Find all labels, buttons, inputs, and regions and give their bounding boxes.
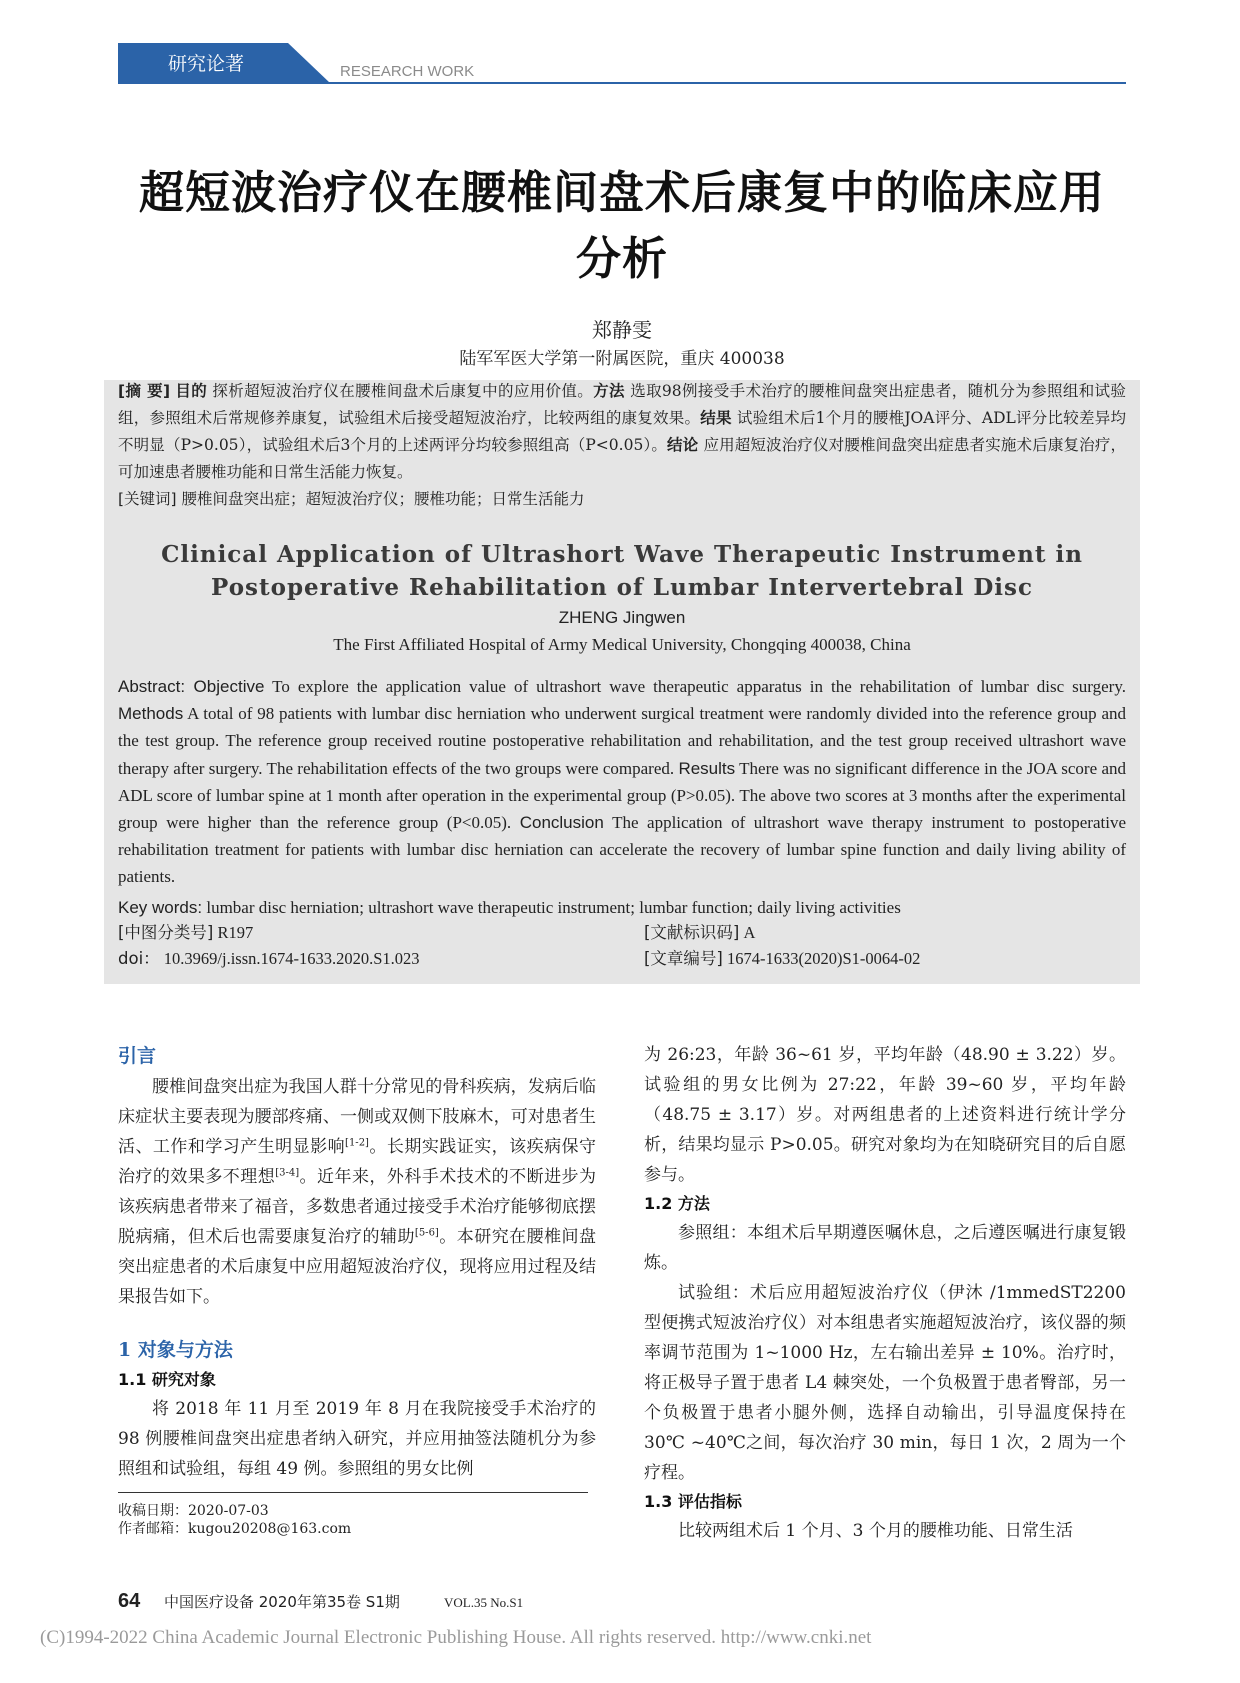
author-cn: 郑静雯 [592, 318, 652, 342]
subjects-paragraph: 将 2018 年 11 月至 2019 年 8 月在我院接受手术治疗的 98 例腰椎间盘突出症患者纳入研究，并应用抽签法随机分为参照组和试验组，每组 49 例。参照组的男女比例 [118, 1399, 596, 1479]
reference-group-paragraph: 参照组：本组术后早期遵医嘱休息，之后遵医嘱进行康复锻炼。 [644, 1223, 1126, 1273]
section-1-1-heading: 1.1 研究对象 [118, 1370, 216, 1389]
keywords-en-text: lumbar disc herniation; ultrashort wave therapeutic instrument; lumbar function; daily living activities [206, 898, 901, 917]
abstract-en [118, 673, 1126, 891]
doi-value: 10.3969/j.issn.1674-1633.2020.S1.023 [163, 949, 420, 968]
results-cn: 试验组术后1个月的腰椎JOA评分、ADL评分比较差异均不明显（P>0.05），试验组术后3个月的上述两评分均较参照组高（P<0.05）。 [118, 409, 1126, 454]
ref-1: [1-2] [345, 1137, 369, 1149]
section-label-en: RESEARCH WORK [340, 63, 475, 80]
methods-en: A total of 98 patients with lumbar disc herniation who underwent surgical treatment were randomly divided into the reference group and the test group. The reference group received routine postoperative rehabilitation and rehabilitation, and the test group received ultrashort wave therapy after surgery. The rehabilitation effects of the two groups were compared. [118, 704, 1126, 778]
subjects-paragraph-cont: 为 26:23，年龄 36~61 岁，平均年龄（48.90 ± 3.22）岁。试验组的男女比例为 27:22，年龄 39~60 岁，平均年龄（48.75 ± 3.17）岁。对两组患者的上述资料进行统计学分析，结果均显示 P>0.05。研究对象均为在知晓研究目的后自愿参与。 [644, 1045, 1126, 1185]
volume-info: VOL.35 No.S1 [444, 1595, 524, 1610]
received-date: 收稿日期：2020-07-03 [118, 1503, 269, 1519]
page-number: 64 [118, 1590, 141, 1612]
section-1-heading: 1 对象与方法 [118, 1339, 233, 1361]
methods-cn: 选取98例接受手术治疗的腰椎间盘突出症患者，随机分为参照组和试验组，参照组术后常规修养康复，试验组术后接受超短波治疗，比较两组的康复效果。 [118, 382, 1126, 427]
conclusion-cn: 应用超短波治疗仪对腰椎间盘突出症患者实施术后康复治疗，可加速患者腰椎功能和日常生活能力恢复。 [118, 436, 1126, 481]
conclusion-en: The application of ultrashort wave therapy instrument to postoperative rehabilitation treatment for patients with lumbar disc herniation can accelerate the recovery of lumbar spine function and daily living ability of patients. [118, 813, 1126, 887]
results-en: There was no significant difference in the JOA score and ADL score of lumbar spine at 1 month after operation in the experimental group (P>0.05). The above two scores at 3 months after the experimental group were higher than the reference group (P<0.05). [118, 758, 1126, 833]
clc-label: [中图分类号] [118, 923, 214, 942]
footnote-rule [118, 1492, 588, 1493]
keywords-cn-text: 腰椎间盘突出症；超短波治疗仪；腰椎功能；日常生活能力 [181, 490, 585, 508]
clc-number [118, 920, 618, 946]
objective-en: To explore the application value of ultrashort wave therapeutic apparatus in the rehabilitation of lumbar disc surgery. [272, 677, 1126, 696]
affiliation-en: The First Affiliated Hospital of Army Medical University, Chongqing 400038, China [333, 635, 911, 654]
intro-paragraph [118, 1072, 596, 1312]
doi [118, 946, 638, 972]
document-code [644, 920, 1124, 946]
objective-label-cn: 目的 [175, 382, 208, 400]
intro-text-4: 。本研究在腰椎间盘突出症患者的术后康复中应用超短波治疗仪，现将应用过程及结果报告如下。 [118, 1227, 597, 1307]
keywords-en [118, 895, 1126, 921]
left-column [118, 1040, 596, 1484]
author-email: 作者邮箱：kugou20208@163.com [118, 1521, 352, 1537]
article-number [644, 946, 1124, 972]
test-group-paragraph: 试验组：术后应用超短波治疗仪（伊沐 /1mmedST2200 型便携式短波治疗仪）对本组患者实施超短波治疗，该仪器的频率调节范围为 1~1000 Hz，左右输出差异 ± 10%。治疗时，将正极导子置于患者 L4 棘突处，一个负极置于患者臀部，另一个负极置于患者小腿外侧，选择自动输出，引导温度保持在 30℃ ~40℃之间，每次治疗 30 min，每日 1 次，2 周为一个疗程。 [644, 1283, 1126, 1483]
affiliation-cn: 陆军军医大学第一附属医院，重庆 400038 [459, 349, 785, 369]
right-column [644, 1040, 1126, 1546]
results-label-en: Results [678, 758, 736, 778]
section-1-2-heading: 1.2 方法 [644, 1194, 710, 1213]
doc-label: [文献标识码] [644, 923, 740, 942]
ref-2: [3-4] [275, 1167, 300, 1179]
methods-label-en: Methods [118, 704, 184, 724]
section-1-3-heading: 1.3 评估指标 [644, 1492, 742, 1511]
doi-label: doi： [118, 949, 160, 968]
doc-value: A [743, 923, 756, 942]
abstract-en-label: Abstract: Objective [118, 677, 265, 696]
conclusion-label-en: Conclusion [519, 813, 604, 833]
objective-cn: 探析超短波治疗仪在腰椎间盘术后康复中的应用价值。 [212, 382, 594, 400]
section-label-cn: 研究论著 [168, 53, 245, 75]
author-en: ZHENG Jingwen [558, 608, 686, 627]
header-rule [118, 82, 1126, 84]
footnote [118, 1502, 588, 1538]
intro-text-1: 腰椎间盘突出症为我国人群十分常见的骨科疾病，发病后临床症状主要表现为腰部疼痛、一侧或双侧下肢麻木，可对患者生活、工作和学习产生明显影响 [118, 1077, 596, 1157]
article-label: [文章编号] [644, 949, 723, 968]
intro-text-3: 。近年来，外科手术技术的不断进步为该疾病患者带来了福音，多数患者通过接受手术治疗能够彻底摆脱病痛，但术后也需要康复治疗的辅助 [118, 1167, 597, 1247]
abstract-cn-label: [摘 要] [118, 382, 171, 400]
results-label-cn: 结果 [700, 409, 732, 427]
journal-name: 中国医疗设备 2020年第35卷 S1期 [164, 1593, 400, 1611]
evaluation-paragraph: 比较两组术后 1 个月、3 个月的腰椎功能、日常生活 [678, 1521, 1073, 1541]
methods-label-cn: 方法 [593, 382, 625, 400]
keywords-label-en: Key words: [118, 898, 203, 917]
keywords-label-cn: [关键词] [118, 490, 177, 508]
conclusion-label-cn: 结论 [667, 436, 699, 454]
intro-text-2: 。长期实践证实，该疾病保守治疗的效果多不理想 [118, 1137, 596, 1187]
clc-value: R197 [217, 923, 254, 942]
copyright-watermark: (C)1994-2022 China Academic Journal Electronic Publishing House. All rights reserved. http://www.cnki.net [40, 1627, 872, 1648]
ref-3: [5-6] [414, 1227, 439, 1239]
paper-title-cn: 超短波治疗仪在腰椎间盘术后康复中的临床应用分析 [138, 166, 1105, 285]
paper-title-en: Clinical Application of Ultrashort Wave Therapeutic Instrument in Postoperative Rehabilitation of Lumbar Intervertebral Disc [161, 541, 1083, 601]
article-value: 1674-1633(2020)S1-0064-02 [727, 949, 921, 968]
intro-heading: 引言 [118, 1045, 157, 1067]
keywords-cn [118, 486, 1126, 513]
abstract-cn [118, 378, 1126, 486]
